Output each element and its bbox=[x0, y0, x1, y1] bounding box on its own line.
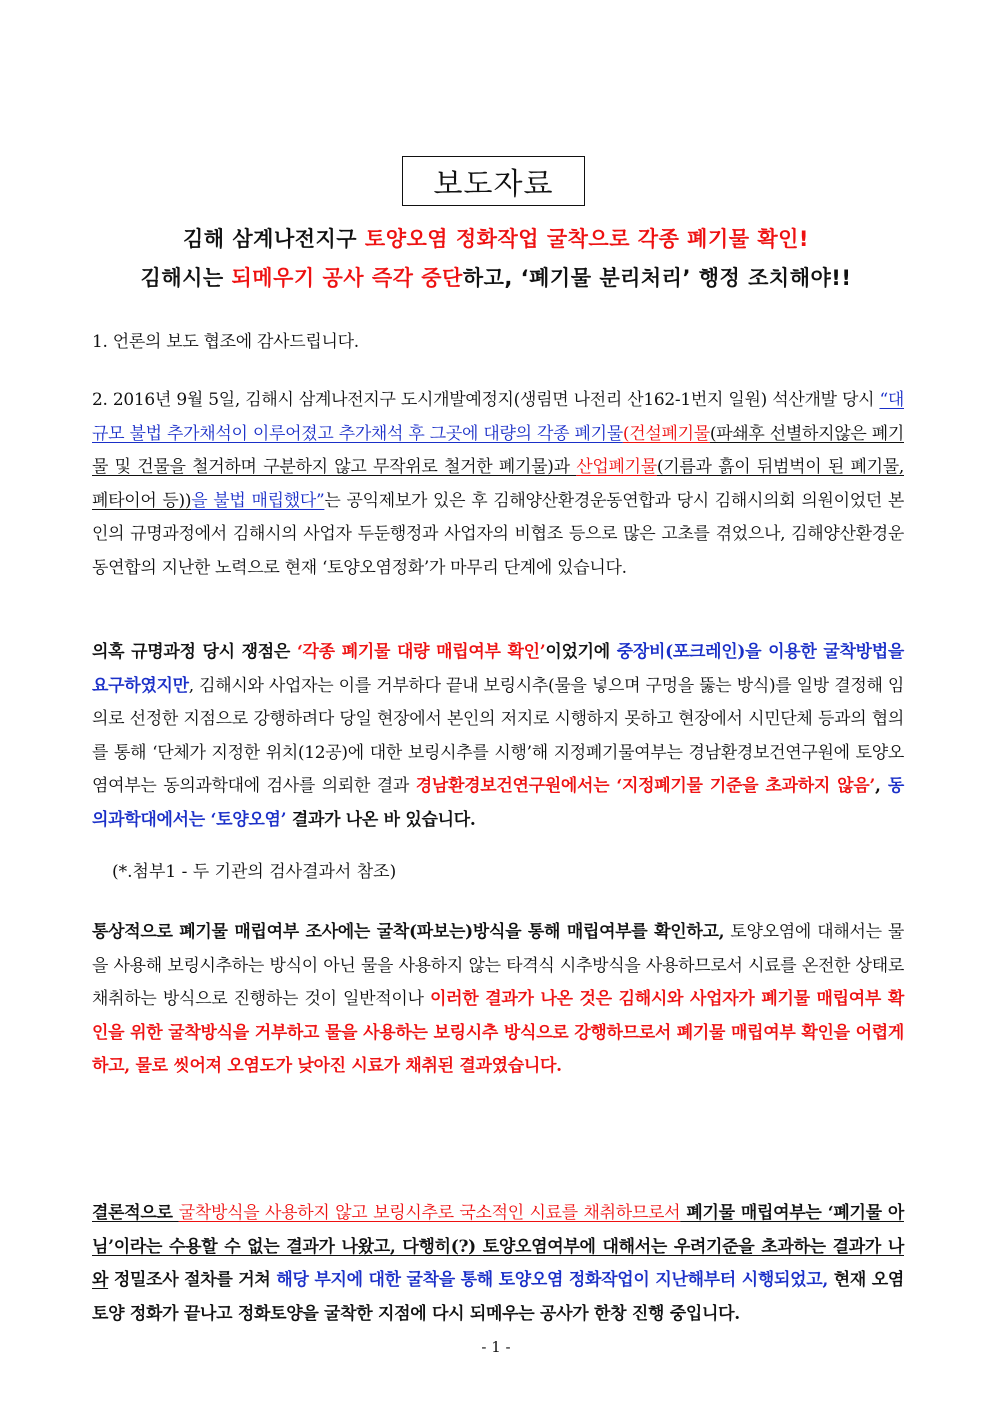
p2-body: 는 공익제보가 있은 후 김해양산환경운동연합과 당시 김해시의회 의원이었던 본인의 규명과정에서 김해시의 사업자 두둔행정과 사업자의 비협조 등으로 많은 고초를 겪었으나, 김해양산환경운동연합의 지난한 노력으로 현재 ‘토양오염정화’가 마무리 단계에 있습니다. bbox=[92, 490, 905, 578]
p4-bold-lead: 통상적으로 폐기물 매립여부 조사에는 굴착(파보는)방식을 통해 매립여부를 확인하고, bbox=[92, 922, 725, 942]
p5-ending: 현재 오염토양 정화가 끝나고 정화토양을 굴착한 지점에 다시 되메우는 공사가 한창 진행 중입니다. bbox=[92, 1270, 904, 1324]
paragraph-1: 1. 언론의 보도 협조에 감사드립니다. bbox=[92, 332, 359, 352]
p2-quote-start: “대규모 불법 추가채석이 이루어졌고 추가채석 후 그곳에 대량의 각종 폐기물 bbox=[92, 390, 904, 444]
p5-lead: 결론적으로 bbox=[92, 1203, 179, 1223]
p2-intro: 2. 2016년 9월 5일, 김해시 삼계나전지구 도시개발예정지(생림면 나전리 산162-1번지 일원) 석산개발 당시 bbox=[92, 390, 880, 410]
p5-procedure: 정밀조사 절차를 거쳐 bbox=[108, 1270, 277, 1290]
p3-body: , 김해시와 사업자는 이를 거부하다 끝내 보링시추(물을 넣으며 구멍을 뚫는 방식)를 일방 결정해 임의로 선정한 지점으로 강행하려다 당일 현장에서 본인의 저지로 시행하지 못하고 현장에서 시민단체 등과의 협의를 통해 ‘단체가 지정한 위치(12공)에 대한 보링시추를 시행’해 지정폐기물여부는 경남환경보건연구원에 토양오염여부는 동의과학대에 검사를 의뢰한 결과 bbox=[92, 675, 904, 796]
p3-issue: ‘각종 폐기물 대량 매립여부 확인’ bbox=[296, 642, 546, 662]
paragraph-5 bbox=[92, 1197, 904, 1331]
headline-line-1 bbox=[80, 223, 912, 253]
headline-2-part-c: 하고, ‘폐기물 분리처리’ 행정 조치해야!! bbox=[462, 266, 852, 290]
headline-2-part-b: 되메우기 공사 즉각 중단 bbox=[231, 266, 463, 290]
p5-red-underlined: 굴착방식을 사용하지 않고 보링시추로 국소적인 시료를 채취하므로서 bbox=[178, 1203, 681, 1223]
headline-line-2 bbox=[80, 262, 912, 292]
headline-1-part-a: 김해 삼계나전지구 bbox=[183, 227, 365, 251]
paragraph-3 bbox=[92, 636, 904, 837]
p3-connector: 이었기에 bbox=[545, 642, 617, 662]
p4-body: 토양오염에 대해서는 물을 사용해 보링시추하는 방식이 아닌 물을 사용하지 않는 타격식 시추방식을 사용하므로서 시료를 온전한 상태로 채취하는 방식으로 진행하는 것이 일반적이나 bbox=[92, 922, 904, 1009]
headline-1-part-b: 토양오염 정화작업 굴착으로 각종 폐기물 확인! bbox=[364, 227, 809, 251]
page-number: - 1 - bbox=[481, 1338, 511, 1356]
headline-2-part-a: 김해시는 bbox=[140, 266, 232, 290]
p2-industrial-detail: (기름과 흙이 뒤범벅이 된 폐기물, 폐타이어 등)) bbox=[92, 457, 904, 511]
p2-construction-detail: (파쇄후 선별하지않은 폐기물 및 건물을 철거하며 구분하지 않고 무작위로 철거한 폐기물)과 bbox=[92, 423, 904, 477]
attachment-note: (*.첨부1 - 두 기관의 검사결과서 참조) bbox=[112, 862, 397, 882]
p3-ending: 결과가 나온 바 있습니다. bbox=[286, 809, 476, 830]
title-text: 보도자료 bbox=[433, 167, 554, 202]
p2-quote-end: 을 불법 매립했다” bbox=[191, 490, 325, 511]
p3-result-college: 동의과학대에서는 ‘토양오염’ bbox=[92, 776, 904, 830]
p2-construction-waste: (건설폐기물 bbox=[622, 423, 710, 444]
p5-blue-remediation: 해당 부지에 대한 굴착을 통해 토양오염 정화작업이 지난해부터 시행되었고, bbox=[276, 1270, 828, 1290]
p3-comma: , bbox=[875, 776, 888, 796]
p2-industrial-waste: 산업폐기물 bbox=[576, 457, 657, 477]
p3-intro: 의혹 규명과정 당시 쟁점은 bbox=[92, 642, 297, 662]
p4-red-conclusion: 이러한 결과가 나온 것은 김해시와 사업자가 폐기물 매립여부 확인을 위한 굴착방식을 거부하고 물을 사용하는 보링시추 방식으로 강행하므로서 폐기물 매립여부 확인을 어렵게 하고, 물로 씻어져 오염도가 낮아진 시료가 채취된 결과였습니다. bbox=[92, 989, 905, 1076]
paragraph-2 bbox=[92, 384, 904, 585]
p3-result-institute: 경남환경보건연구원에서는 ‘지정폐기물 기준을 초과하지 않음’ bbox=[415, 776, 876, 796]
paragraph-4 bbox=[92, 916, 904, 1084]
p5-result: 폐기물 매립여부는 ‘폐기물 아님’이라는 수용할 수 없는 결과가 나왔고, 다행히(?) 토양오염여부에 대해서는 우려기준을 초과하는 결과가 나와 bbox=[92, 1203, 904, 1290]
press-release-title bbox=[402, 156, 585, 206]
p3-excavation-request: 중장비(포크레인)을 이용한 굴착방법을 요구하였지만 bbox=[92, 642, 904, 696]
